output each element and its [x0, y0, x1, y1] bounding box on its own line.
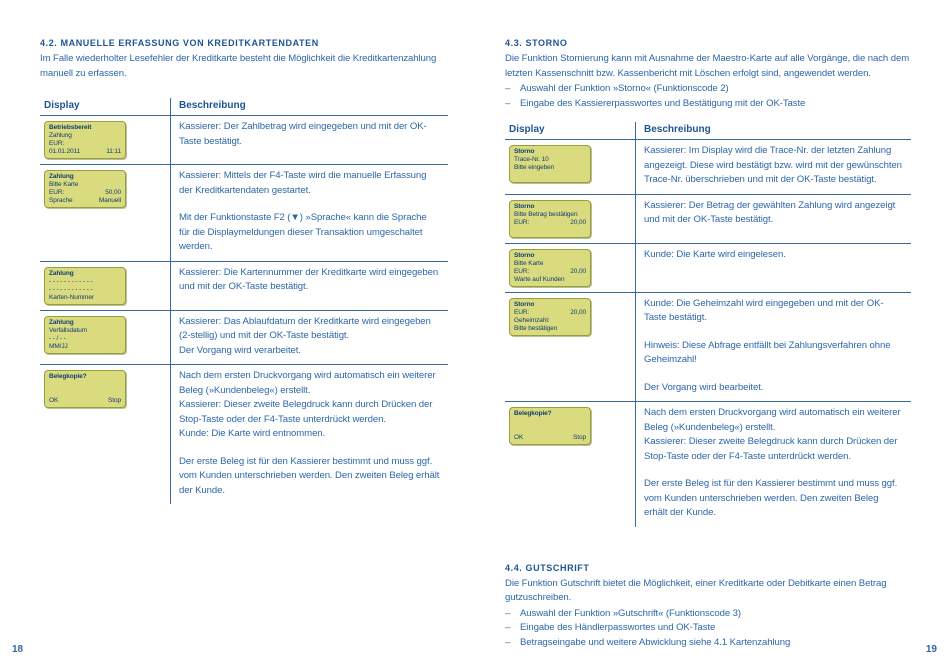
- list-item: [505, 636, 911, 651]
- bullet-text: Eingabe des Händlerpasswortes und OK-Taste: [520, 622, 716, 633]
- display-cell: [505, 402, 635, 527]
- table-row: [40, 116, 448, 165]
- table-row: [40, 365, 448, 504]
- table-row: [40, 165, 448, 262]
- terminal-lcd-screen: [44, 267, 126, 305]
- display-cell: [505, 140, 635, 194]
- page-left: [40, 38, 448, 504]
- lcd-line: Bitte bestätigen: [514, 324, 558, 332]
- lcd-line: Zahlung: [49, 132, 72, 139]
- lcd-line: [49, 389, 121, 397]
- list-item: [505, 82, 911, 97]
- lcd-line: - - / - -: [49, 334, 66, 342]
- description-paragraph: Kunde: Die Karte wird eingelesen.: [644, 248, 786, 260]
- table-header-row: [40, 98, 448, 116]
- table-body: [40, 116, 448, 504]
- description-paragraph: Kassierer: Dieser zweite Belegdruck kann durch Drücken der Stop-Taste oder der F4-Taste unterdrückt werden.: [644, 436, 898, 462]
- display-cell: [40, 311, 170, 365]
- lcd-line: Bitte Karte: [49, 181, 79, 188]
- lcd-line: Warte auf Kunden: [514, 275, 565, 283]
- section-4-2-heading: 4.2. MANUELLE ERFASSUNG VON KREDITKARTENDATEN: [40, 38, 319, 48]
- lcd-line: Storno: [514, 148, 535, 155]
- lcd-line: [514, 418, 586, 426]
- lcd-line: [514, 172, 586, 180]
- lcd-line-value: 20,00: [570, 267, 586, 275]
- lcd-line: MM/JJ: [49, 342, 68, 350]
- lcd-line: OK Stop: [514, 434, 586, 441]
- lcd-line: Belegkopie?: [49, 373, 87, 380]
- lcd-line: - - - - - - - - - - - -: [49, 277, 93, 285]
- list-item: [505, 607, 911, 622]
- description-cell: [635, 244, 911, 292]
- description-paragraph: Kassierer: Der Zahlbetrag wird eingegeben und mit der OK-Taste bestätigt.: [179, 121, 427, 147]
- display-cell: [40, 165, 170, 261]
- section-4-4-bullets: [505, 607, 911, 651]
- bullet-text: Betragseingabe und weitere Abwicklung siehe 4.1 Kartenzahlung: [520, 636, 791, 648]
- table-row: [505, 195, 911, 244]
- display-cell: [505, 244, 635, 292]
- lcd-line: Belegkopie?: [514, 410, 552, 417]
- lcd-line: 01.01.2011 11:11: [49, 148, 121, 155]
- lcd-line: Verfallsdatum: [49, 326, 88, 334]
- display-cell: [505, 195, 635, 243]
- lcd-line: Betriebsbereit: [49, 124, 92, 131]
- description-paragraph: Kassierer: Im Display wird die Trace-Nr. der letzten Zahlung angezeigt. Diese wird bestätigt bzw. wird mit der gewünschten Trace-Nr. überschrieben und mit der OK-Taste bestätigt.: [644, 145, 902, 185]
- terminal-lcd-screen: [509, 200, 591, 238]
- description-cell: [170, 311, 448, 365]
- lcd-line: OK Stop: [49, 397, 121, 404]
- bullet-text: Auswahl der Funktion »Gutschrift« (Funktionscode 3): [520, 607, 741, 619]
- lcd-line-value: Stop: [573, 434, 586, 441]
- lcd-line: Bitte Betrag bestätigen: [514, 210, 578, 218]
- page-number-right: 19: [925, 644, 937, 655]
- section-4-3-intro: Die Funktion Stornierung kann mit Ausnahme der Maestro-Karte auf alle Vorgänge, die nach dem letzten Kassenschnitt bzw. Kassenbericht mit Löschen erfolgt sind, angewendet werden.: [505, 53, 910, 79]
- table-row: [505, 140, 911, 195]
- lcd-line-value: 20,00: [570, 308, 586, 316]
- description-paragraph: Kassierer: Mittels der F4-Taste wird die manuelle Erfassung der Kreditkartendaten gestartet.: [179, 170, 427, 196]
- table-row: [505, 293, 911, 403]
- lcd-line: Sprache Manuell: [49, 197, 121, 204]
- table-row: [505, 244, 911, 293]
- display-cell: [505, 293, 635, 402]
- lcd-line: Storno: [514, 202, 535, 210]
- description-cell: [170, 262, 448, 310]
- description-paragraph: Kunde: Die Karte wird entnommen.: [179, 428, 326, 439]
- description-paragraph: Kassierer: Die Kartennummer der Kreditkarte wird eingegeben und mit der OK-Taste bestätigt.: [179, 266, 439, 292]
- column-header-beschreibung: Beschreibung: [170, 98, 448, 115]
- description-paragraph: Der erste Beleg ist für den Kassierer bestimmt und muss ggf. vom Kunden unterschrieben werden. Den zweiten Beleg erhält der Kunde.: [179, 455, 440, 496]
- lcd-line: - - - - - - - - - - - -: [49, 285, 93, 293]
- lcd-line: EUR: 50,00: [49, 189, 121, 196]
- dash-bullet: –: [505, 636, 511, 648]
- section-4-4: [505, 563, 911, 651]
- lcd-line-value: 20,00: [570, 218, 586, 226]
- lcd-line: Storno: [514, 300, 535, 308]
- lcd-line: [514, 426, 586, 434]
- description-cell: [170, 365, 448, 504]
- lcd-line: EUR: 20,00: [514, 308, 586, 316]
- description-paragraph: Der Vorgang wird bearbeitet.: [644, 381, 764, 393]
- lcd-line: Karten-Nummer: [49, 293, 94, 301]
- description-cell: [635, 402, 911, 527]
- lcd-line-value: Stop: [108, 397, 121, 404]
- lcd-line: Storno: [514, 251, 535, 259]
- column-header-display: Display: [44, 100, 80, 111]
- display-cell: [40, 365, 170, 504]
- description-cell: [170, 165, 448, 261]
- terminal-lcd-screen: [509, 145, 591, 183]
- lcd-line: EUR: 20,00: [514, 267, 586, 275]
- list-item: [505, 621, 911, 636]
- terminal-lcd-screen: [509, 407, 591, 445]
- description-cell: [170, 116, 448, 164]
- description-paragraph: Hinweis: Diese Abfrage entfällt bei Zahlungsverfahren ohne Geheimzahl!: [644, 339, 891, 365]
- terminal-lcd-screen: [44, 170, 126, 208]
- terminal-lcd-screen: [509, 249, 591, 287]
- dash-bullet: –: [505, 97, 511, 109]
- terminal-lcd-screen: [44, 121, 126, 159]
- lcd-line: Zahlung: [49, 318, 74, 326]
- section-4-3-heading: 4.3. STORNO: [505, 38, 568, 48]
- table-row: [505, 402, 911, 527]
- description-paragraph: Kassierer: Dieser zweite Belegdruck kann durch Drücken der Stop-Taste oder der F4-Taste unterdrückt werden.: [179, 399, 433, 425]
- description-paragraph: Mit der Funktionstaste F2 (▼) »Sprache« kann die Sprache für die Displaymeldungen dieser Transaktion umgeschaltet werden.: [179, 212, 427, 252]
- lcd-line: [49, 381, 121, 389]
- lcd-line-value: Manuell: [98, 197, 121, 204]
- dash-bullet: –: [505, 607, 511, 619]
- display-cell: [40, 262, 170, 310]
- page-right: [505, 38, 911, 650]
- description-paragraph: Nach dem ersten Druckvorgang wird automatisch ein weiterer Beleg (»Kundenbeleg«) erstellt.: [644, 407, 901, 433]
- description-cell: [635, 195, 911, 243]
- display-table-4-2: [40, 98, 448, 504]
- column-header-display: Display: [509, 124, 545, 135]
- description-paragraph: Kunde: Die Geheimzahl wird eingegeben und mit der OK-Taste bestätigt.: [644, 297, 884, 323]
- section-4-4-intro: Die Funktion Gutschrift bietet die Möglichkeit, einer Kreditkarte oder Debitkarte einen Betrag gutzuschreiben.: [505, 577, 887, 603]
- lcd-line: Bitte Karte: [514, 259, 544, 267]
- description-paragraph: Nach dem ersten Druckvorgang wird automatisch ein weiterer Beleg (»Kundenbeleg«) erstellt.: [179, 370, 436, 396]
- lcd-line: Bitte eingeben: [514, 164, 555, 171]
- bullet-text: Auswahl der Funktion »Storno« (Funktionscode 2): [520, 83, 729, 94]
- table-header-row: [505, 122, 911, 140]
- table-body: [505, 140, 911, 527]
- description-paragraph: Kassierer: Der Betrag der gewählten Zahlung wird angezeigt und mit der OK-Taste bestätigt.: [644, 199, 896, 225]
- lcd-line-value: 11:11: [106, 148, 121, 155]
- description-cell: [635, 293, 911, 402]
- bullet-text: Eingabe des Kassiererpasswortes und Bestätigung mit der OK-Taste: [520, 97, 806, 109]
- lcd-line: EUR:: [49, 140, 65, 147]
- table-row: [40, 262, 448, 311]
- description-cell: [635, 140, 911, 194]
- description-paragraph: Kassierer: Das Ablaufdatum der Kreditkarte wird eingegeben (2-stellig) und mit der OK-Taste bestätigt.: [179, 315, 431, 341]
- section-4-3-bullets: [505, 82, 911, 111]
- display-table-4-3: [505, 122, 911, 527]
- lcd-line: Zahlung: [49, 269, 74, 277]
- terminal-lcd-screen: [509, 298, 591, 336]
- lcd-line: Geheimzahl:: [514, 316, 550, 324]
- lcd-line: Trace-Nr. 10: [514, 156, 549, 163]
- section-4-4-heading: 4.4. GUTSCHRIFT: [505, 562, 590, 573]
- column-header-beschreibung: Beschreibung: [635, 122, 911, 139]
- terminal-lcd-screen: [44, 316, 126, 354]
- section-4-2-intro: Im Falle wiederholter Lesefehler der Kreditkarte besteht die Möglichkeit die Kreditkartenzahlung manuell zu erfassen.: [40, 53, 437, 79]
- dash-bullet: –: [505, 622, 511, 633]
- description-paragraph: Der erste Beleg ist für den Kassierer bestimmt und muss ggf. vom Kunden unterschrieben werden. Den zweiten Beleg erhält der Kunde.: [644, 478, 898, 518]
- display-cell: [40, 116, 170, 164]
- table-row: [40, 311, 448, 366]
- terminal-lcd-screen: [44, 370, 126, 408]
- description-paragraph: Der Vorgang wird verarbeitet.: [179, 344, 301, 356]
- dash-bullet: –: [505, 83, 511, 94]
- lcd-line: [514, 227, 586, 235]
- page-number-left: 18: [12, 644, 24, 655]
- lcd-line: Zahlung: [49, 173, 74, 180]
- lcd-line: EUR: 20,00: [514, 218, 586, 226]
- lcd-line-value: 50,00: [105, 189, 121, 196]
- list-item: [505, 97, 911, 112]
